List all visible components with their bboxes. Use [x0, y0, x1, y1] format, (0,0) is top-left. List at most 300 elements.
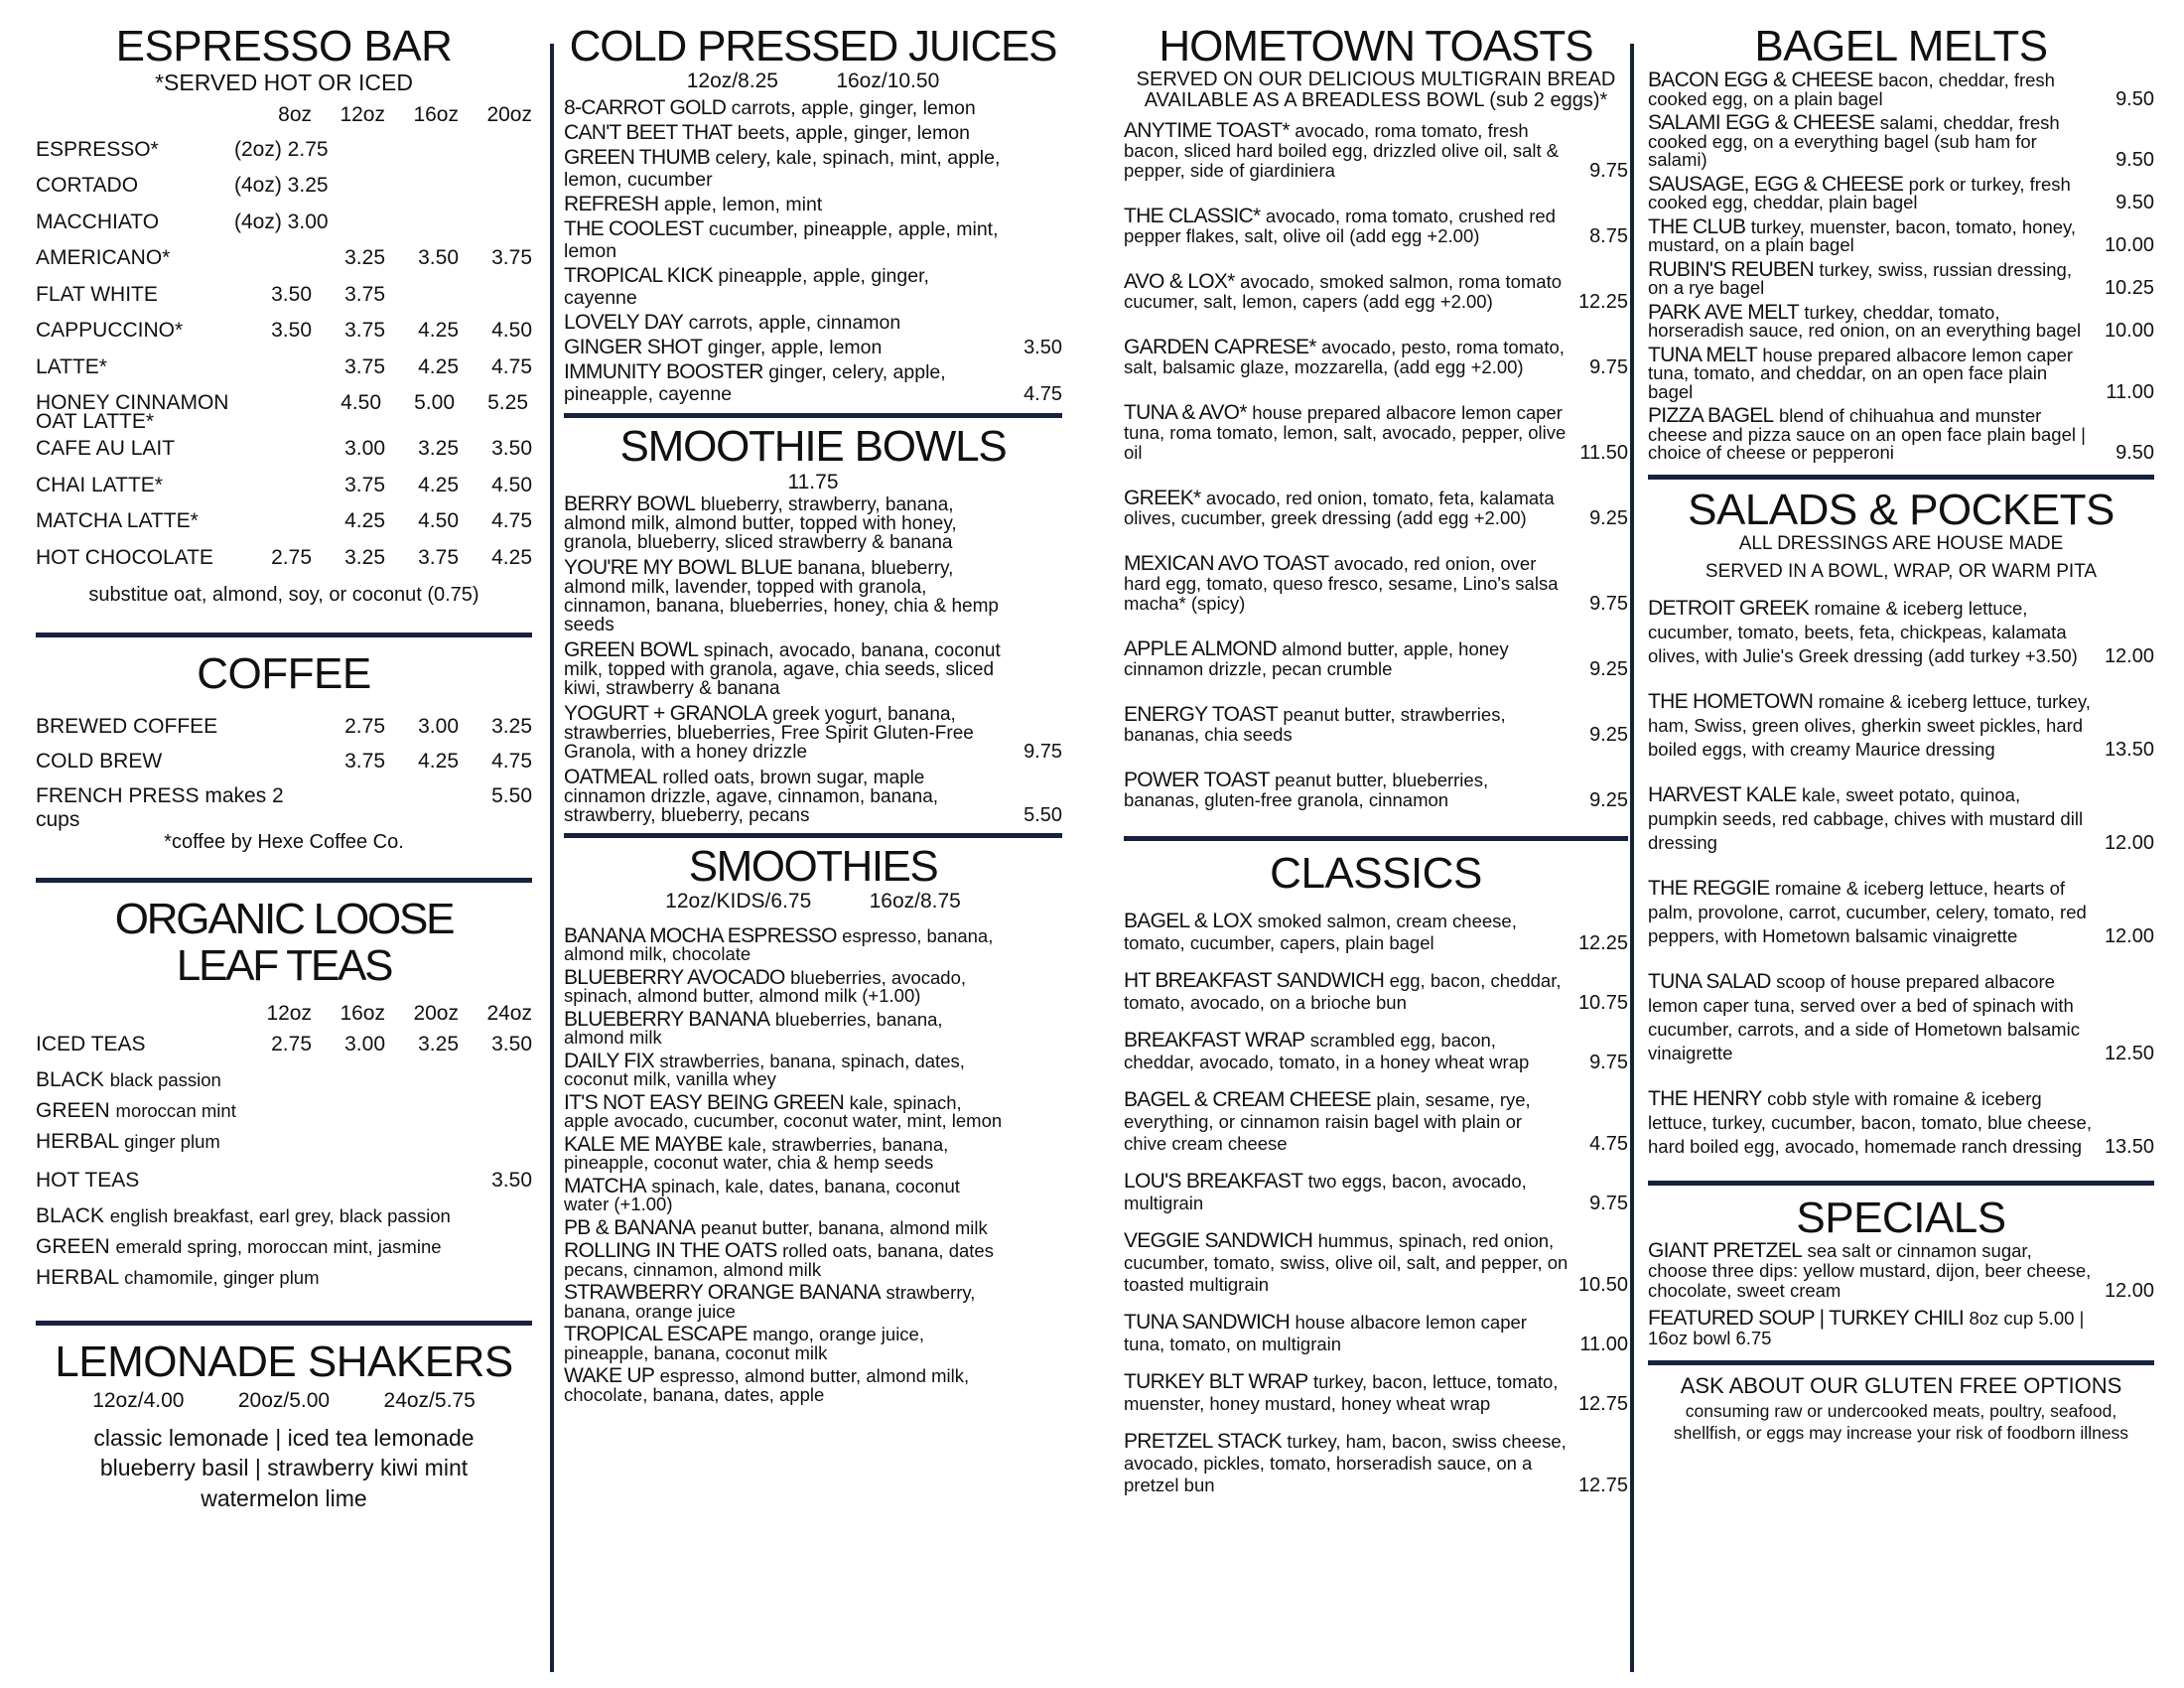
price: 12.00 — [2104, 644, 2154, 667]
menu-item — [36, 391, 532, 437]
menu-item — [1124, 911, 1628, 954]
tea-desc: black passion — [109, 1068, 221, 1090]
tea-name: BLACK — [36, 1067, 104, 1091]
coffee-footnote: *coffee by Hexe Coffee Co. — [164, 831, 404, 854]
price: 3.75 — [344, 750, 385, 774]
price: 3.50 — [271, 282, 312, 306]
espresso-subtitle: *SERVED HOT OR ICED — [155, 70, 413, 96]
item-name: LOU'S BREAKFAST — [1124, 1170, 1303, 1194]
item-text — [564, 97, 1062, 119]
tea-desc: english breakfast, earl grey, black passion — [109, 1204, 451, 1226]
price: 12.50 — [2104, 1042, 2154, 1064]
item-text — [1648, 300, 2154, 342]
menu-item — [36, 437, 532, 474]
item-desc: blueberry, strawberry, banana, almond milk, almond butter, topped with honey, granola, blueberry, sliced strawberry & banana — [564, 493, 957, 553]
item-desc: smoked salmon, cream cheese, tomato, cucumber, capers, plain bagel — [1124, 911, 1517, 954]
divider — [1648, 1360, 2154, 1365]
price: 9.50 — [2116, 87, 2154, 110]
espresso-title: ESPRESSO BAR — [115, 22, 453, 70]
price: 9.50 — [2116, 192, 2154, 214]
teas-list — [36, 1033, 532, 1297]
menu-item — [36, 509, 532, 546]
item-desc: avocado, roma tomato, fresh bacon, sliced hard boiled egg, drizzled olive oil, salt & pepper, side of giardiniera — [1124, 120, 1560, 182]
price: 12.75 — [1577, 1475, 1628, 1497]
price: 3.50 — [271, 319, 312, 343]
menu-item — [36, 319, 532, 355]
item-name: THE CLASSIC* — [1124, 205, 1261, 228]
menu-item — [36, 138, 532, 175]
price: 12.25 — [1577, 932, 1628, 955]
item-name: IMMUNITY BOOSTER — [564, 360, 763, 384]
price: 10.00 — [2104, 320, 2154, 343]
price: 2.75 — [271, 1032, 312, 1055]
item-desc: hummus, spinach, red onion, cucumber, tomato, swiss, olive oil, salt, and pepper, on toasted multigrain — [1124, 1230, 1569, 1296]
price: 2.75 — [271, 545, 312, 569]
menu-item — [36, 283, 532, 320]
gluten-free-note: ASK ABOUT OUR GLUTEN FREE OPTIONS — [1680, 1372, 2122, 1398]
item-desc: carrots, apple, ginger, lemon — [731, 97, 976, 120]
menu-item — [564, 265, 1062, 309]
menu-item — [564, 965, 1062, 1007]
price: 3.00 — [344, 437, 385, 461]
juices-list — [564, 97, 1062, 405]
item-text — [1124, 207, 1628, 246]
item-desc: rolled oats, brown sugar, maple cinnamon drizzle, agave, cinnamon, banana, strawberry, blueberry, pecans — [564, 767, 939, 826]
price: 13.50 — [2104, 1135, 2154, 1158]
price: 12.00 — [2104, 924, 2154, 947]
menu-item — [564, 1239, 1062, 1280]
tea-name: GREEN — [36, 1098, 110, 1122]
item-name: SALAMI EGG & CHEESE — [1648, 111, 1875, 135]
menu-item — [564, 1215, 1062, 1239]
item-desc: sea salt or cinnamon sugar, choose three dips: yellow mustard, dijon, beer cheese, chocolate, sweet cream — [1648, 1239, 2092, 1301]
item-text — [564, 1090, 1062, 1132]
divider — [1648, 1181, 2154, 1186]
item-name: BREAKFAST WRAP — [1124, 1029, 1305, 1053]
item-desc: bacon, cheddar, fresh cooked egg, on a plain bagel — [1648, 70, 2055, 109]
item-text — [1648, 877, 2154, 948]
price: 9.25 — [1589, 658, 1628, 681]
item-text — [564, 218, 1062, 262]
allergy-warning — [1648, 1401, 2154, 1445]
tea-desc: ginger plum — [124, 1130, 220, 1152]
menu-item — [564, 555, 1062, 635]
column-2 — [564, 24, 1062, 1409]
item-desc: espresso, almond butter, almond milk, chocolate, banana, dates, apple — [564, 1365, 970, 1405]
price: 3.50 — [491, 437, 532, 461]
price: 9.75 — [1589, 593, 1628, 616]
warning-line: shellfish, or eggs may increase your risk of foodborn illness — [1673, 1422, 2129, 1443]
item-text — [564, 1239, 1062, 1280]
item-text — [1124, 639, 1628, 679]
menu-item — [564, 194, 1062, 215]
menu-item — [36, 211, 532, 247]
toasts-sub-1: SERVED ON OUR DELICIOUS MULTIGRAIN BREAD — [1136, 69, 1616, 91]
menu-item — [1124, 1089, 1628, 1155]
item-desc: romaine & iceberg lettuce, turkey, ham, Swiss, green olives, gherkin sweet pickles, hard boiled eggs, with creamy Maurice dressing — [1648, 690, 2091, 760]
divider — [564, 413, 1062, 418]
item-text — [1648, 690, 2154, 762]
item-desc: avocado, roma tomato, crushed red pepper flakes, salt, olive oil (add egg +2.00) — [1124, 206, 1556, 247]
item-name: TUNA MELT — [1648, 343, 1757, 366]
item-desc: beets, apple, ginger, lemon — [737, 122, 970, 145]
menu-item — [1124, 1230, 1628, 1296]
item-name: GREEK* — [1124, 487, 1201, 510]
item-name: FRENCH PRESS makes 2 cups — [36, 784, 284, 832]
item-name: PB & BANANA — [564, 1215, 696, 1239]
item-name: BREWED COFFEE — [36, 715, 218, 739]
item-name: THE CLUB — [1648, 214, 1746, 238]
tea-desc: moroccan mint — [115, 1099, 236, 1121]
item-desc: house prepared albacore lemon caper tuna, tomato, and cheddar, on an open face plain bagel — [1648, 344, 2074, 402]
item-text — [1124, 1030, 1628, 1073]
item-text — [1124, 554, 1628, 614]
column-divider-2 — [550, 44, 554, 1672]
item-name: THE HENRY — [1648, 1086, 1762, 1110]
item-desc: blueberries, banana, almond milk — [564, 1008, 943, 1049]
item-desc: almond butter, apple, honey cinnamon drizzle, pecan crumble — [1124, 638, 1509, 680]
item-text — [564, 1364, 1062, 1405]
price: 12.00 — [2104, 1279, 2154, 1302]
item-name: APPLE ALMOND — [1124, 637, 1277, 661]
item-name: TUNA & AVO* — [1124, 401, 1247, 425]
menu-item — [564, 312, 1062, 334]
price: 4.25 — [418, 750, 459, 774]
price: 8.75 — [1589, 225, 1628, 248]
menu-item — [1124, 1371, 1628, 1415]
tea-name: BLACK — [36, 1203, 104, 1227]
item-text — [564, 637, 1062, 699]
price: 4.50 — [341, 391, 381, 415]
tea-category: ICED TEAS — [36, 1032, 146, 1055]
item-text — [564, 122, 1062, 144]
item-name: PIZZA BAGEL — [1648, 404, 1774, 428]
item-text — [1124, 1230, 1628, 1296]
item-name: CAFE AU LAIT — [36, 437, 176, 461]
item-text — [564, 765, 1062, 826]
menu-item — [1648, 111, 2154, 172]
menu-item — [564, 1049, 1062, 1090]
column-1 — [36, 24, 532, 1513]
item-name: KALE ME MAYBE — [564, 1132, 723, 1156]
item-desc: pork or turkey, fresh cooked egg, cheddar, plain bagel — [1648, 173, 2071, 213]
item-name: VEGGIE SANDWICH — [1124, 1229, 1313, 1253]
price: 9.50 — [2116, 149, 2154, 172]
price: 9.25 — [1589, 507, 1628, 530]
item-name: CAN'T BEET THAT — [564, 121, 733, 145]
item-name: IT'S NOT EASY BEING GREEN — [564, 1090, 845, 1114]
item-text — [1648, 343, 2154, 402]
item-name: WAKE UP — [564, 1364, 655, 1388]
item-desc: kale, sweet potato, quinoa, pumpkin seeds, red cabbage, chives with mustard dill dressing — [1648, 783, 2084, 853]
item-desc: mango, orange juice, pineapple, banana, coconut milk — [564, 1324, 924, 1363]
item-text — [564, 1132, 1062, 1174]
item-name: POWER TOAST — [1124, 769, 1270, 792]
menu-item — [36, 750, 532, 784]
size-header: 12oz — [266, 1001, 312, 1025]
item-name: BLUEBERRY AVOCADO — [564, 965, 785, 989]
salads-sub-1: ALL DRESSINGS ARE HOUSE MADE — [1738, 532, 2064, 554]
item-desc: ginger, celery, apple, pineapple, cayenne — [564, 361, 946, 406]
tea-desc: chamomile, ginger plum — [124, 1266, 320, 1288]
item-text — [1124, 1371, 1628, 1415]
item-name: ROLLING IN THE OATS — [564, 1239, 777, 1263]
price: 3.25 — [344, 545, 385, 569]
tea-item — [36, 1204, 532, 1235]
item-name: BANANA MOCHA ESPRESSO — [564, 923, 837, 947]
item-desc: blueberries, avocado, spinach, almond butter, almond milk (+1.00) — [564, 966, 967, 1007]
size-header: 16oz — [340, 1001, 385, 1025]
item-text — [564, 1049, 1062, 1090]
item-name: THE HOMETOWN — [1648, 689, 1814, 713]
item-text — [564, 1007, 1062, 1049]
item-text — [564, 337, 1062, 358]
menu-item — [1648, 343, 2154, 403]
specials-title: SPECIALS — [1796, 1193, 2006, 1242]
lemonade-size: 20oz/5.00 — [237, 1388, 331, 1412]
item-desc: avocado, smoked salmon, roma tomato cucumer, salt, lemon, capers (add egg +2.00) — [1124, 271, 1562, 313]
tea-desc: emerald spring, moroccan mint, jasmine — [115, 1235, 442, 1257]
price: 4.25 — [491, 545, 532, 569]
divider — [1124, 836, 1628, 841]
item-name: GARDEN CAPRESE* — [1124, 336, 1316, 359]
teas-title-1: ORGANIC LOOSE — [114, 895, 454, 944]
item-text — [1124, 771, 1628, 810]
smoothies-list — [564, 923, 1062, 1405]
smoothies-sizes: 12oz/KIDS/6.75 16oz/8.75 — [665, 889, 961, 913]
item-name: GREEN THUMB — [564, 146, 711, 170]
item-name: ESPRESSO* — [36, 137, 159, 161]
item-text — [1124, 911, 1628, 954]
item-desc: salami, cheddar, fresh cooked egg, on a everything bagel (sub ham for salami) — [1648, 112, 2060, 171]
juices-title: COLD PRESSED JUICES — [569, 22, 1057, 70]
item-text — [1648, 783, 2154, 855]
item-text — [1124, 1089, 1628, 1155]
menu-item — [564, 337, 1062, 358]
item-desc: pineapple, apple, ginger, cayenne — [564, 265, 929, 310]
divider — [36, 1321, 532, 1326]
divider — [36, 633, 532, 637]
lemonade-line: watermelon lime — [201, 1484, 367, 1511]
tea-item — [36, 1130, 532, 1161]
item-desc: kale, spinach, apple avocado, cucumber, coconut water, mint, lemon — [564, 1091, 1003, 1132]
price: 9.75 — [1589, 160, 1628, 183]
tea-category-row — [36, 1169, 532, 1204]
item-name: PRETZEL STACK — [1124, 1430, 1282, 1454]
item-name: CORTADO — [36, 174, 139, 198]
menu-item — [1648, 877, 2154, 948]
item-text — [564, 1281, 1062, 1322]
item-text — [1648, 597, 2154, 668]
tea-name: GREEN — [36, 1234, 110, 1258]
item-text — [1124, 1171, 1628, 1214]
item-name: HARVEST KALE — [1648, 782, 1797, 806]
item-desc: 8oz cup 5.00 | 16oz bowl 6.75 — [1648, 1307, 2085, 1348]
size-header: 12oz — [340, 102, 385, 126]
item-name: MATCHA — [564, 1174, 646, 1197]
price: 4.50 — [491, 473, 532, 496]
item-desc: strawberries, banana, spinach, dates, coconut milk, vanilla whey — [564, 1050, 965, 1090]
item-text — [564, 147, 1062, 191]
price: 3.75 — [491, 246, 532, 270]
item-name: GIANT PRETZEL — [1648, 1238, 1803, 1262]
toasts-title: HOMETOWN TOASTS — [1159, 22, 1593, 70]
item-desc: cobb style with romaine & iceberg lettuce, turkey, cucumber, bacon, tomato, blue cheese, hard boiled egg, avocado, homemade ranch dressing — [1648, 1087, 2092, 1157]
size-header: 24oz — [486, 1001, 532, 1025]
price: 5.00 — [414, 391, 455, 415]
size-header: 20oz — [413, 1001, 459, 1025]
item-text — [1648, 970, 2154, 1065]
menu-item — [1648, 1238, 2154, 1302]
price: 4.25 — [418, 319, 459, 343]
item-desc: peanut butter, banana, almond milk — [700, 1216, 988, 1238]
item-size-price: (4oz) 3.00 — [234, 210, 329, 233]
price: 4.75 — [1589, 1133, 1628, 1156]
item-desc: turkey, ham, bacon, swiss cheese, avocado, pickles, tomato, horseradish sauce, on a pretzel bun — [1124, 1431, 1567, 1496]
menu-item — [564, 637, 1062, 699]
price: 9.75 — [1589, 356, 1628, 379]
item-desc: avocado, red onion, tomato, feta, kalamata olives, cucumber, greek dressing (add egg +2.00) — [1124, 488, 1555, 529]
item-name: TUNA SALAD — [1648, 969, 1771, 993]
price: 9.25 — [1589, 724, 1628, 747]
menu-item — [1648, 71, 2154, 108]
item-desc: egg, bacon, cheddar, tomato, avocado, on a brioche bun — [1124, 970, 1562, 1014]
salads-title: SALADS & POCKETS — [1688, 485, 2115, 534]
item-name: YOGURT + GRANOLA — [564, 701, 767, 725]
bowls-title: SMOOTHIE BOWLS — [619, 422, 1007, 472]
teas-title-2: LEAF TEAS — [176, 940, 392, 990]
item-desc: turkey, bacon, lettuce, tomato, muenster, honey mustard, honey wheat wrap — [1124, 1371, 1559, 1415]
menu-item — [1124, 771, 1628, 810]
menu-item — [564, 147, 1062, 191]
item-name: MEXICAN AVO TOAST — [1124, 552, 1329, 576]
lemonade-size: 24oz/5.75 — [383, 1388, 476, 1412]
price: 4.75 — [491, 354, 532, 378]
price: 3.50 — [491, 1032, 532, 1055]
smoothies-title: SMOOTHIES — [688, 841, 938, 891]
item-text — [1648, 404, 2154, 464]
price: 11.00 — [2106, 380, 2154, 403]
item-text — [564, 312, 1062, 334]
item-name: 8-CARROT GOLD — [564, 96, 727, 120]
menu-item — [564, 923, 1062, 965]
item-desc: two eggs, bacon, avocado, multigrain — [1124, 1171, 1527, 1214]
item-name: STRAWBERRY ORANGE BANANA — [564, 1281, 881, 1305]
menu-item — [36, 246, 532, 283]
menu-item — [564, 361, 1062, 405]
item-desc: turkey, swiss, russian dressing, on a rye bagel — [1648, 258, 2072, 299]
item-name: AMERICANO* — [36, 246, 171, 270]
lemonade-title: LEMONADE SHAKERS — [55, 1336, 513, 1386]
menu-item — [1124, 121, 1628, 181]
specials-list — [1648, 1238, 2154, 1348]
menu-item — [1124, 207, 1628, 246]
menu-item — [1648, 214, 2154, 257]
menu-item — [1648, 404, 2154, 465]
item-desc: ginger, apple, lemon — [707, 337, 883, 359]
size-header: 20oz — [486, 102, 532, 126]
item-desc: romaine & iceberg lettuce, hearts of palm, provolone, carrot, cucumber, celery, tomato, red peppers, with Hometown balsamic vinaigrette — [1648, 877, 2087, 946]
item-text — [564, 265, 1062, 309]
item-desc: strawberry, banana, orange juice — [564, 1282, 976, 1322]
price: 4.25 — [418, 354, 459, 378]
menu-item — [1648, 257, 2154, 300]
menu-item — [564, 122, 1062, 144]
price: 10.25 — [2104, 277, 2154, 300]
menu-item — [564, 701, 1062, 763]
price: 3.50 — [491, 1168, 532, 1192]
menu-item — [1124, 1171, 1628, 1214]
tea-category-row — [36, 1033, 532, 1068]
menu-item — [1124, 338, 1628, 377]
menu-item — [1648, 783, 2154, 855]
menu-item — [1648, 597, 2154, 668]
item-name: COLD BREW — [36, 750, 163, 774]
item-name: TURKEY BLT WRAP — [1124, 1370, 1308, 1394]
item-text — [1124, 705, 1628, 745]
item-size-price: (4oz) 3.25 — [234, 174, 329, 198]
item-name: REFRESH — [564, 193, 659, 216]
item-desc: cucumber, pineapple, apple, mint, lemon — [564, 218, 999, 263]
menu-item — [1124, 403, 1628, 463]
price: 3.50 — [1024, 337, 1062, 359]
item-name: RUBIN'S REUBEN — [1648, 257, 1814, 281]
item-name: GINGER SHOT — [564, 336, 703, 359]
menu-item — [36, 355, 532, 392]
item-text — [564, 1323, 1062, 1363]
item-name: TROPICAL ESCAPE — [564, 1323, 748, 1346]
item-desc: peanut butter, strawberries, bananas, chia seeds — [1124, 704, 1506, 746]
price: 3.75 — [344, 473, 385, 496]
menu-item — [1648, 1306, 2154, 1348]
item-desc: spinach, avocado, banana, coconut milk, topped with granola, agave, chia seeds, sliced kiwi, strawberry & banana — [564, 639, 1001, 699]
item-text — [1648, 111, 2154, 171]
toasts-sub-2: AVAILABLE AS A BREADLESS BOWL (sub 2 eggs)* — [1144, 89, 1608, 112]
tea-item — [36, 1235, 532, 1266]
item-name: PARK AVE MELT — [1648, 300, 1799, 324]
column-divider-4 — [1630, 44, 1634, 1672]
tea-category: HOT TEAS — [36, 1168, 140, 1192]
item-name: MACCHIATO — [36, 210, 160, 233]
item-name: CHAI LATTE* — [36, 473, 163, 496]
item-name: LATTE* — [36, 354, 107, 378]
price: 2.75 — [344, 715, 385, 739]
item-text — [1124, 272, 1628, 312]
menu-item — [564, 1323, 1062, 1363]
item-name: AVO & LOX* — [1124, 270, 1235, 294]
item-desc: apple, lemon, mint — [663, 194, 823, 216]
price: 10.50 — [1577, 1274, 1628, 1297]
menu-item — [1124, 970, 1628, 1014]
price: 9.75 — [1589, 1052, 1628, 1074]
item-desc: celery, kale, spinach, mint, apple, lemon, cucumber — [564, 147, 1001, 192]
item-name: ANYTIME TOAST* — [1124, 119, 1290, 143]
melts-list — [1648, 71, 2154, 463]
price: 5.50 — [1024, 803, 1062, 826]
menu-item — [564, 218, 1062, 262]
item-name: BACON EGG & CHEESE — [1648, 69, 1873, 92]
menu-item — [1124, 705, 1628, 745]
item-text — [1648, 71, 2154, 108]
item-text — [1124, 121, 1628, 181]
price: 13.50 — [2104, 738, 2154, 761]
item-name: LOVELY DAY — [564, 311, 684, 335]
teas-sizes — [36, 995, 532, 1033]
item-text — [564, 965, 1062, 1007]
tea-item — [36, 1068, 532, 1099]
toasts-list — [1124, 121, 1628, 810]
price: 10.75 — [1577, 992, 1628, 1015]
